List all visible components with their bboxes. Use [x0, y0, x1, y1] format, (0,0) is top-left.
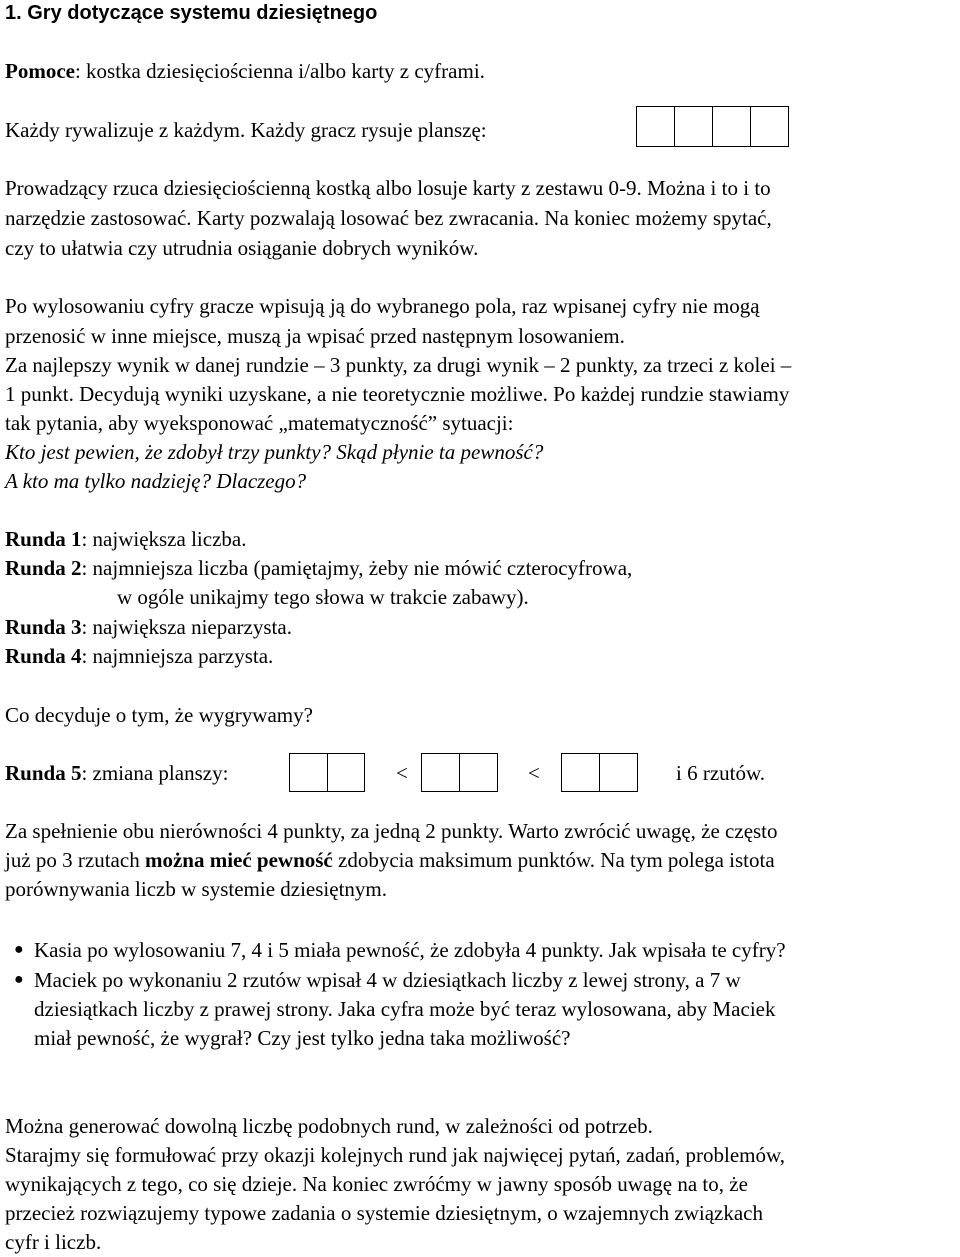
board-cell: [562, 754, 600, 791]
para2-line: Po wylosowaniu cyfry gracze wpisują ją do wybranego pola, raz wpisanej cyfry nie mogą: [5, 294, 760, 318]
round-3: [5, 614, 292, 640]
round-5: [5, 760, 228, 786]
board-cell: [422, 754, 460, 791]
bullet-item: Maciek po wykonaniu 2 rzutów wpisał 4 w dziesiątkach liczby z lewej strony, a 7 w: [34, 968, 741, 992]
board-cell: [675, 107, 713, 146]
para2-line: tak pytania, aby wyeksponować „matematyczność” sytuacji:: [5, 411, 514, 435]
round-text: : największa nieparzysta.: [81, 615, 292, 639]
board-cell: [637, 107, 675, 146]
round-text: : zmiana planszy:: [81, 761, 229, 785]
aids-line: [5, 58, 485, 84]
round-text: : największa liczba.: [81, 527, 247, 551]
bullet-item-continued: dziesiątkach liczby z prawej strony. Jaka cyfra może być teraz wylosowana, aby Maciek: [34, 997, 776, 1021]
throws-count: i 6 rzutów.: [676, 761, 766, 785]
para2-line: Za najlepszy wynik w danej rundzie – 3 punkty, za drugi wynik – 2 punkty, za trzeci z kolei –: [5, 353, 792, 377]
round-text: : najmniejsza parzysta.: [81, 644, 274, 668]
para3-text: już po 3 rzutach: [5, 848, 145, 872]
two-digit-board-left: [289, 753, 365, 792]
section-title: 1. Gry dotyczące systemu dziesiętnego: [5, 2, 378, 24]
para1-line: czy to ułatwia czy utrudnia osiąganie dobrych wyników.: [5, 236, 479, 260]
board-cell: [290, 754, 328, 791]
closing-line: cyfr i liczb.: [5, 1230, 102, 1254]
round-text: : najmniejsza liczba (pamiętajmy, żeby nie mówić czterocyfrowa,: [81, 556, 633, 580]
two-digit-board-middle: [421, 753, 498, 792]
bullet-icon: ●: [14, 941, 24, 958]
para3-line: [5, 847, 775, 873]
board-cell: [600, 754, 637, 791]
board-intro: Każdy rywalizuje z każdym. Każdy gracz rysuje planszę:: [5, 118, 487, 142]
less-than-sign: <: [396, 761, 408, 785]
aids-text: : kostka dziesięciościenna i/albo karty z cyframi.: [74, 59, 485, 83]
round-4: [5, 643, 273, 669]
round-label: Runda 4: [5, 644, 82, 668]
round-label: Runda 5: [5, 761, 82, 785]
para3-line: Za spełnienie obu nierówności 4 punkty, za jedną 2 punkty. Warto zwrócić uwagę, że często: [5, 819, 778, 843]
para1-line: Prowadzący rzuca dziesięciościenną kostką albo losuje karty z zestawu 0-9. Można i to i to: [5, 176, 771, 200]
closing-line: Starajmy się formułować przy okazji kolejnych rund jak najwięcej pytań, zadań, problemów,: [5, 1143, 786, 1167]
para3-line: porównywania liczb w systemie dziesiętnym.: [5, 877, 387, 901]
para3-emphasis: można mieć pewność: [144, 848, 333, 872]
closing-line: wynikających z tego, co się dzieje. Na koniec zwróćmy w jawny sposób uwagę na to, że: [5, 1172, 748, 1196]
bullet-item: Kasia po wylosowaniu 7, 4 i 5 miała pewność, że zdobyła 4 punkty. Jak wpisała te cyfry?: [34, 938, 786, 962]
round-2: [5, 555, 632, 581]
round-2-continued: w ogóle unikajmy tego słowa w trakcie zabawy).: [117, 585, 529, 609]
closing-line: przecież rozwiązujemy typowe zadania o systemie dziesiętnym, o wzajemnych związkach: [5, 1201, 763, 1225]
board-cell: [751, 107, 788, 146]
round-label: Runda 3: [5, 615, 82, 639]
four-digit-board: [636, 106, 789, 147]
decides-question: Co decyduje o tym, że wygrywamy?: [5, 703, 313, 727]
closing-line: Można generować dowolną liczbę podobnych rund, w zależności od potrzeb.: [5, 1114, 653, 1138]
bullet-item-continued: miał pewność, że wygrał? Czy jest tylko jedna taka możliwość?: [34, 1026, 571, 1050]
board-cell: [328, 754, 364, 791]
para1-line: narzędzie zastosować. Karty pozwalają losować bez zwracania. Na koniec możemy spytać,: [5, 206, 772, 230]
para2-line: 1 punkt. Decydują wyniki uzyskane, a nie teoretycznie możliwe. Po każdej rundzie stawiamy: [5, 382, 790, 406]
round-label: Runda 1: [5, 527, 82, 551]
para2-line: przenosić w inne miejsce, muszą ja wpisać przed następnym losowaniem.: [5, 324, 625, 348]
board-cell: [460, 754, 497, 791]
question-line: Kto jest pewien, że zdobył trzy punkty? Skąd płynie ta pewność?: [5, 440, 544, 464]
two-digit-board-right: [561, 753, 638, 792]
para3-text: zdobycia maksimum punktów. Na tym polega istota: [332, 848, 775, 872]
bullet-icon: ●: [14, 971, 24, 988]
aids-label: Pomoce: [5, 59, 75, 83]
round-1: [5, 526, 246, 552]
round-label: Runda 2: [5, 556, 82, 580]
question-line: A kto ma tylko nadzieję? Dlaczego?: [5, 469, 307, 493]
board-cell: [713, 107, 751, 146]
less-than-sign: <: [528, 761, 540, 785]
